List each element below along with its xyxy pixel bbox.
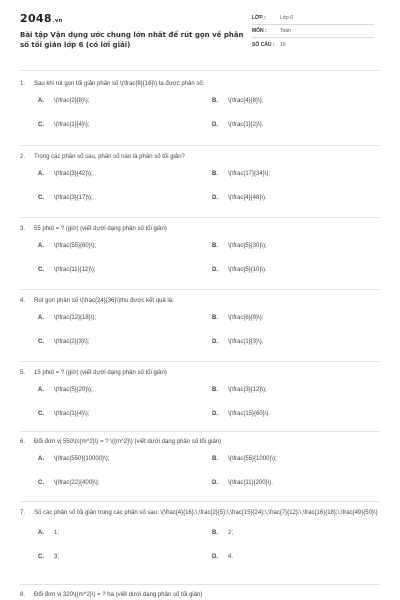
option-key: A. (38, 243, 44, 249)
worksheet-meta (252, 12, 374, 51)
question-number: 2. (20, 154, 26, 160)
option-b[interactable] (212, 455, 277, 463)
option-d[interactable] (212, 410, 270, 418)
option-b[interactable] (212, 386, 267, 394)
option-key: B. (212, 171, 218, 177)
option-c[interactable] (38, 553, 59, 561)
question-6 (20, 438, 380, 497)
meta-row-subject (252, 25, 374, 38)
question-3 (20, 225, 380, 284)
question-number: 1. (20, 81, 26, 87)
question-divider (20, 584, 380, 585)
option-key: C. (38, 195, 44, 201)
option-c[interactable] (38, 194, 93, 202)
option-key: B. (212, 530, 218, 536)
meta-label: MÔN : (252, 28, 267, 34)
option-key: D. (212, 480, 218, 486)
option-b[interactable] (212, 97, 263, 105)
option-key: B. (212, 387, 218, 393)
option-text: \(\frac{550}{10000}\); (54, 456, 110, 462)
option-text: \(\frac{3}{42}\); (54, 171, 93, 177)
question-stem (20, 369, 380, 378)
option-key: C. (38, 122, 44, 128)
question-7 (20, 509, 380, 571)
option-c[interactable] (38, 410, 89, 418)
option-a[interactable] (38, 170, 93, 178)
answer-options (20, 242, 380, 284)
question-text: Sau khi rút gọn tối giản phân số \(\frac{8}{16}\) ta được phân số: (34, 81, 205, 87)
option-key: C. (38, 267, 44, 273)
question-text: 15 phút = ? (giờ) (viết dưới dạng phân số tối giản) (34, 370, 167, 376)
option-d[interactable] (212, 479, 273, 487)
option-d[interactable] (212, 338, 263, 346)
option-a[interactable] (38, 386, 93, 394)
option-d[interactable] (212, 553, 233, 561)
option-text: \(\frac{2}{8}\); (54, 98, 90, 104)
answer-options (20, 455, 380, 497)
question-text: Trong các phân số sau, phân số nào là phân số tối giản? (34, 154, 185, 160)
option-b[interactable] (212, 314, 263, 322)
meta-row-count (252, 38, 374, 51)
meta-label: SỐ CÂU : (252, 41, 275, 48)
option-a[interactable] (38, 455, 109, 463)
option-key: A. (38, 456, 44, 462)
option-key: C. (38, 480, 44, 486)
option-b[interactable] (212, 242, 267, 250)
option-key: B. (212, 456, 218, 462)
option-text: \(\frac{55}{60}\); (54, 243, 97, 249)
option-text: \(\frac{1}{3}\). (228, 339, 264, 345)
option-key: A. (38, 98, 44, 104)
option-c[interactable] (38, 338, 89, 346)
question-stem (20, 438, 380, 447)
question-number: 7. (20, 510, 26, 516)
option-key: D. (212, 554, 218, 560)
option-text: 2; (228, 530, 234, 536)
question-divider (20, 431, 380, 432)
option-text: \(\frac{17}{34}\); (228, 171, 271, 177)
option-d[interactable] (212, 194, 267, 202)
question-stem (20, 509, 380, 518)
question-stem (20, 225, 380, 234)
option-text: \(\frac{6}{9}\); (228, 315, 264, 321)
option-d[interactable] (212, 266, 267, 274)
question-text: Đổi đơn vị 550\(c{m^2}\) = ? \({m^2}\) (viết dưới dạng phân số tối giản) (34, 439, 222, 445)
meta-value: 10 (280, 41, 286, 48)
question-number: 8. (20, 592, 26, 598)
question-text: 55 phút = ? (giờ) (viết dưới dạng phân số tối giản) (34, 226, 167, 232)
option-key: A. (38, 315, 44, 321)
option-text: \(\frac{55}{1000}\); (228, 456, 277, 462)
option-text: \(\frac{1}{4}\); (54, 411, 90, 417)
question-stem (20, 153, 380, 162)
option-key: B. (212, 315, 218, 321)
question-8 (20, 592, 380, 598)
option-text: \(\frac{3}{12}\); (228, 387, 267, 393)
question-divider (20, 217, 380, 218)
meta-value: Lớp 6 (280, 15, 294, 21)
option-key: A. (38, 171, 44, 177)
option-c[interactable] (38, 266, 96, 274)
option-key: B. (212, 98, 218, 104)
option-b[interactable] (212, 529, 233, 537)
worksheet-title: Bài tập Vận dụng ước chung lớn nhất để rút gọn về phân số tối giản lớp 6 (có lời giải) (20, 31, 244, 49)
option-key: C. (38, 339, 44, 345)
option-b[interactable] (212, 170, 270, 178)
option-d[interactable] (212, 121, 263, 129)
answer-options (20, 314, 380, 356)
option-text: \(\frac{11}{12}\); (54, 267, 96, 273)
meta-row-grade (252, 12, 374, 25)
answer-options (20, 529, 380, 571)
question-number: 4. (20, 298, 26, 304)
option-text: \(\frac{11}{200}\). (228, 480, 273, 486)
site-logo[interactable] (20, 12, 62, 25)
option-text: \(\frac{4}{48}\). (228, 195, 267, 201)
logo-main: 2048 (20, 12, 52, 25)
option-key: D. (212, 122, 218, 128)
question-number: 6. (20, 439, 26, 445)
option-text: \(\frac{4}{8}\); (228, 98, 264, 104)
option-key: A. (38, 530, 44, 536)
option-text: \(\frac{3}{17}\); (54, 195, 93, 201)
question-5 (20, 369, 380, 428)
option-c[interactable] (38, 479, 99, 487)
option-text: \(\frac{5}{30}\); (228, 243, 267, 249)
option-text: 3; (54, 554, 60, 560)
answer-options (20, 386, 380, 428)
option-text: \(\frac{5}{20}\); (54, 387, 93, 393)
answer-options (20, 170, 380, 212)
option-text: \(\frac{2}{3}\); (54, 339, 90, 345)
option-key: D. (212, 267, 218, 273)
option-text: \(\frac{12}{18}\); (54, 315, 97, 321)
header-divider (20, 70, 380, 71)
meta-value: Toán (280, 28, 291, 34)
option-a[interactable] (38, 242, 96, 250)
meta-label: LỚP : (252, 15, 266, 21)
question-2 (20, 153, 380, 212)
question-stem (20, 80, 380, 89)
logo-suffix: .vn (52, 18, 63, 24)
option-text: 1; (54, 530, 60, 536)
option-key: B. (212, 243, 218, 249)
option-text: \(\frac{22}{400}\); (54, 480, 100, 486)
worksheet-header (0, 0, 400, 62)
question-1 (20, 80, 380, 139)
question-number: 5. (20, 370, 26, 376)
option-text: 4. (228, 554, 234, 560)
question-stem (20, 297, 380, 306)
option-text: \(\frac{15}{60}\). (228, 411, 271, 417)
question-divider (20, 361, 380, 362)
question-number: 3. (20, 226, 26, 232)
question-divider (20, 145, 380, 146)
question-divider (20, 289, 380, 290)
option-key: A. (38, 387, 44, 393)
question-text: Số các phân số tối giản trong các phân số sau: \(\frac{4}{16};\,\frac{2}{5};\,\frac{15}{24};\,\frac{7}{12};\,\frac{16}{18};\,\frac{49}{50}\) (34, 510, 378, 516)
option-a[interactable] (38, 97, 89, 105)
question-text: Đổi đơn vị 320\({m^2}\) = ? ha (viết dưới dạng phân số tối giản) (34, 592, 203, 598)
question-4 (20, 297, 380, 356)
option-key: C. (38, 554, 44, 560)
option-text: \(\frac{1}{4}\); (54, 122, 90, 128)
option-a[interactable] (38, 314, 96, 322)
question-text: Rút gọn phân số \(\frac{24}{36}\)thu được kết quả là: (34, 298, 174, 304)
option-a[interactable] (38, 529, 59, 537)
option-key: C. (38, 411, 44, 417)
option-c[interactable] (38, 121, 89, 129)
option-text: \(\frac{5}{10}\). (228, 267, 267, 273)
answer-options (20, 97, 380, 139)
option-text: \(\frac{1}{2}\). (228, 122, 264, 128)
option-key: D. (212, 339, 218, 345)
option-key: D. (212, 195, 218, 201)
question-divider (20, 501, 380, 502)
option-key: D. (212, 411, 218, 417)
